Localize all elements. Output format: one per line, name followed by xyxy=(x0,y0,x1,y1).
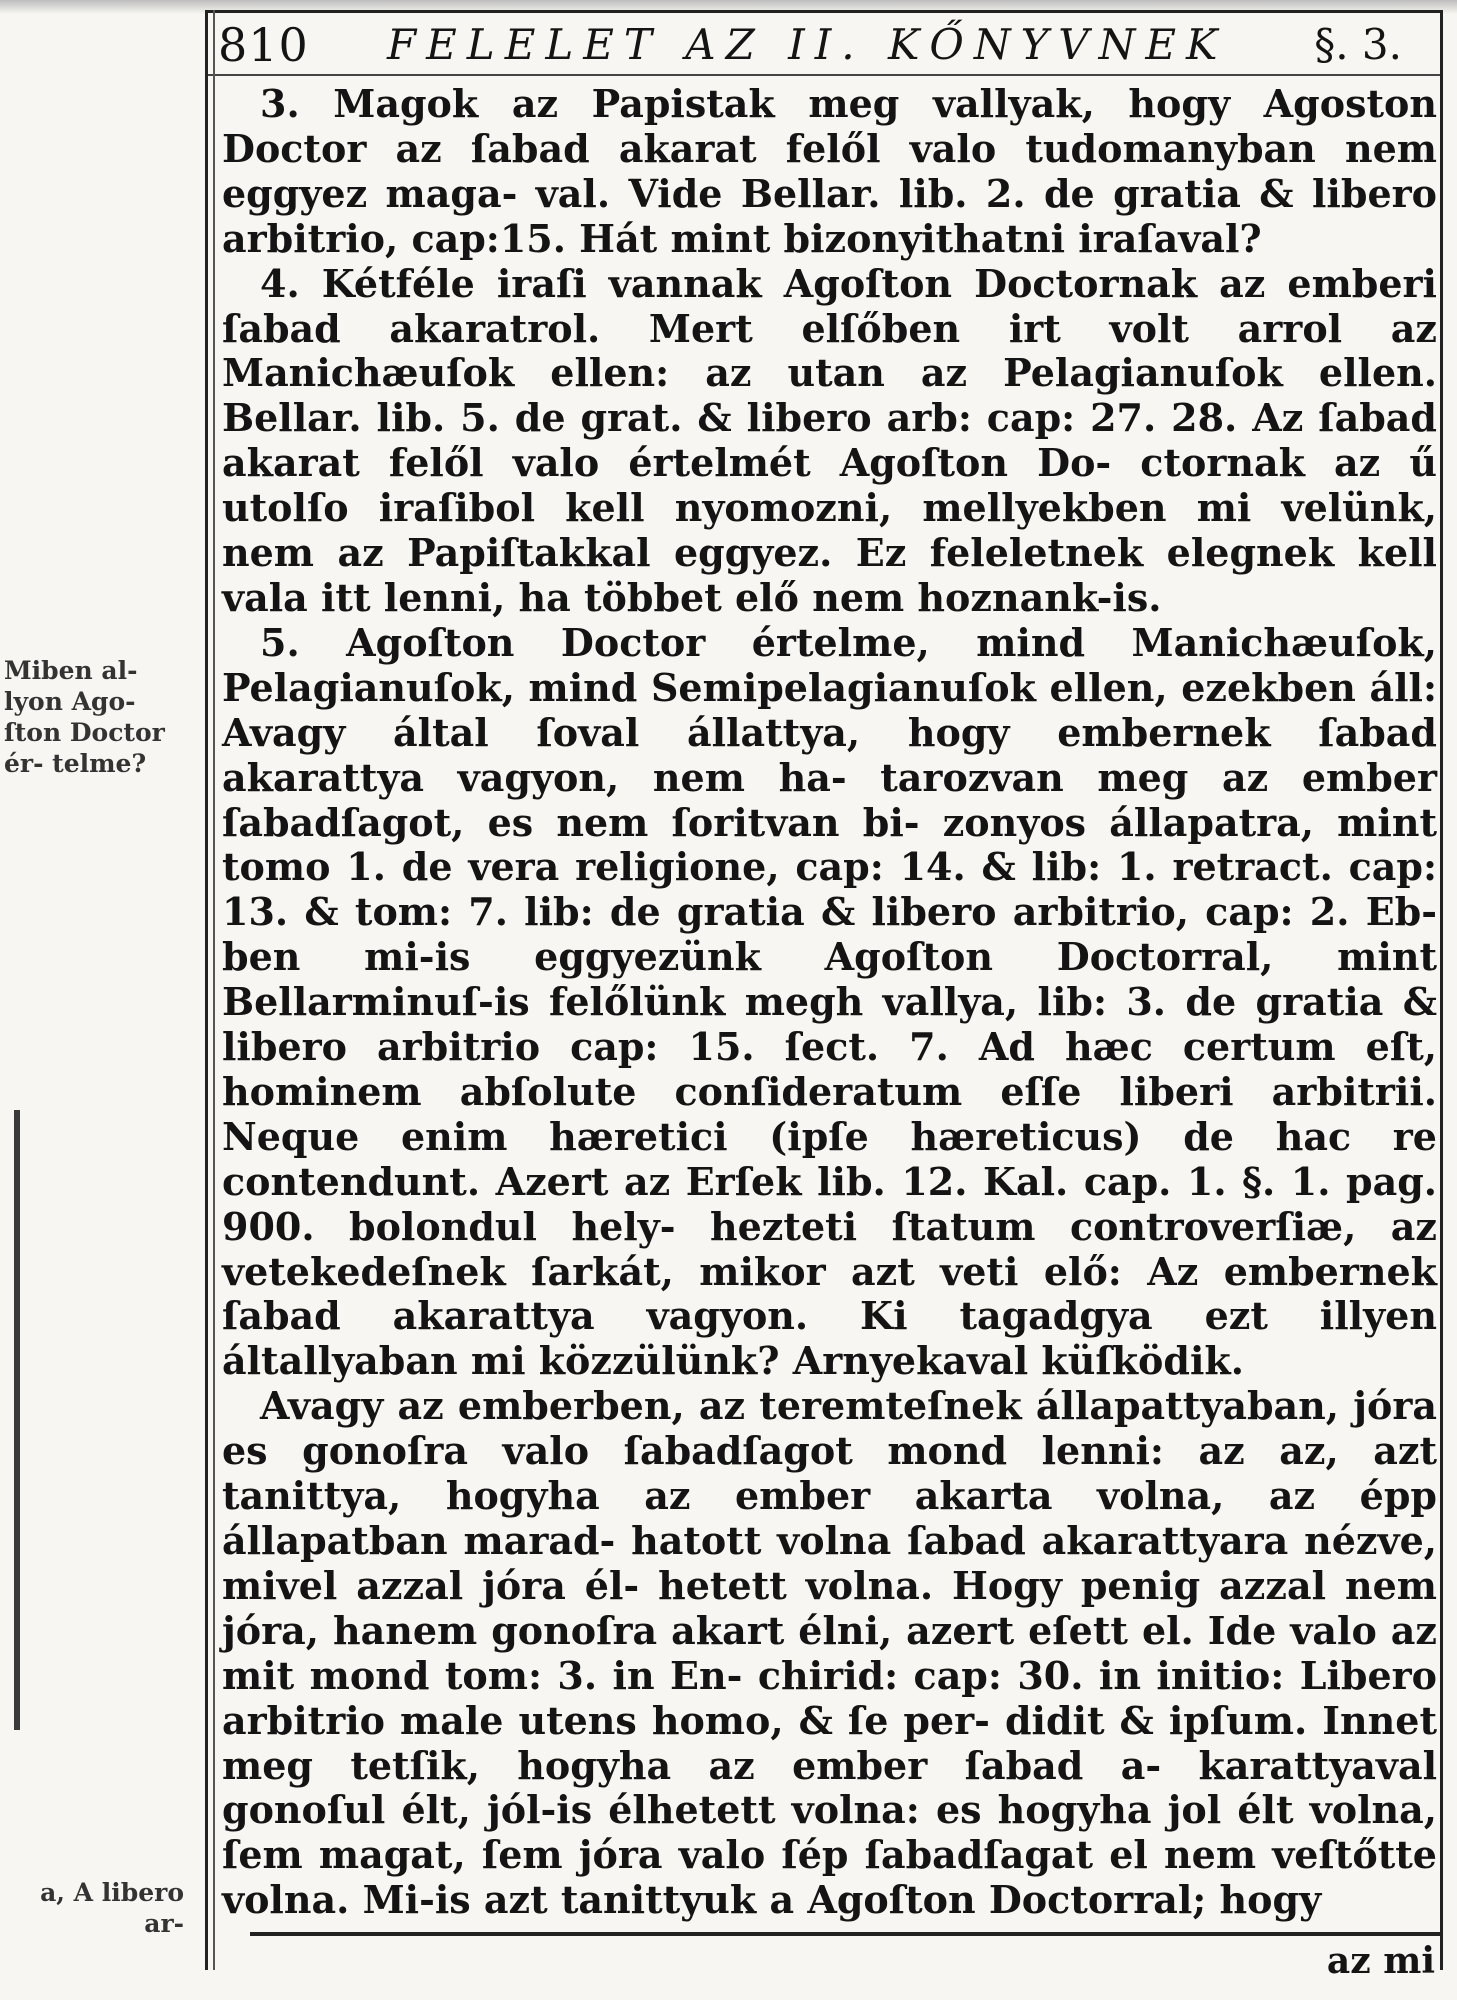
page-header xyxy=(212,16,1440,74)
right-frame-rule xyxy=(1440,10,1443,1970)
bottom-rule xyxy=(250,1932,1440,1936)
body-text xyxy=(222,82,1437,1923)
paragraph-4: 4. Kétféle iraſi vannak Agoſton Doctornak az emberi ſabad akaratrol. Mert elſőben irt volt arrol az Manichæuſok ellen: az utan az Pelagianuſok ellen. Bellar. lib. 5. de grat. & libero arb: cap: 27. 28. Az ſabad akarat felől valo értelmét Agoſton Do- ctornak az ű utolſo iraſibol kell nyomozni, mellyekben mi velünk, nem az Papiſtakkal eggyez. Ez feleletnek elegnek kell vala itt lenni, ha többet elő nem hoznank-is. xyxy=(222,260,1437,620)
running-title: FELELET AZ II. KŐNYVNEK xyxy=(387,20,1228,69)
top-rule xyxy=(205,10,1443,13)
paragraph-avagy: Avagy az emberben, az teremteſnek állapattyaban, jóra es gonoſra valo ſabadſagot mond lenni: az az, azt tanittya, hogyha az ember akarta volna, az épp állapatban marad- hatott volna ſabad akarattyara nézve, mivel azzal jóra él- hetett volna. Hogy penig azzal nem jóra, hanem gonoſra akart élni, azert eſett el. Ide valo az mit mond tom: 3. in En- chirid: cap: 30. in initio: Libero arbitrio male utens homo, & ſe per- didit & ipſum. Innet meg tetſik, hogyha az ember ſabad a- karattyaval gonoſul élt, jól-is élhetett volna: es hogyha jol élt volna, ſem magat, ſem jóra valo ſép ſabadſagat el nem veſtőtte volna. Mi-is azt tanittyuk a Agoſton Doctorral; hogy xyxy=(222,1383,1437,1923)
header-rule xyxy=(205,74,1443,76)
paragraph-3: 3. Magok az Papistak meg vallyak, hogy Agoston Doctor az ſabad akarat felől valo tudomanyban nem eggyez maga- val. Vide Bellar. lib. 2. de gratia & libero arbitrio, cap:15. Hát mint bizonyithatni iraſaval? xyxy=(222,81,1437,261)
binding-shadow xyxy=(14,1110,20,1730)
left-inner-rule xyxy=(213,10,215,1970)
left-frame-rule xyxy=(205,10,208,1970)
margin-note-question: Miben al- lyon Ago- ſton Doctor ér- telme? xyxy=(4,656,165,778)
section-mark: §. 3. xyxy=(1314,20,1402,69)
catchword: az mi xyxy=(1326,1940,1435,1982)
margin-note-footnote: a, A libero ar- xyxy=(40,1878,184,1938)
page-number: 810 xyxy=(218,18,309,72)
paragraph-5: 5. Agoſton Doctor értelme, mind Manichæuſok, Pelagianuſok, mind Semipelagianuſok ellen, ezekben áll: Avagy által ſoval állattya, hogy embernek ſabad akarattya vagyon, nem ha- tarozvan meg az ember ſabadſagot, es nem ſoritvan bi- zonyos állapatra, mint tomo 1. de vera religione, cap: 14. & lib: 1. retract. cap: 13. & tom: 7. lib: de gratia & libero arbitrio, cap: 2. Eb- ben mi-is eggyezünk Agoſton Doctorral, mint Bellarminuſ-is felőlünk megh vallya, lib: 3. de gratia & libero arbitrio cap: 15. ſect. 7. Ad hæc certum eſt, hominem abſolute conſideratum eſſe liberi arbitrii. Neque enim hæretici (ipſe hæreticus) de hac re contendunt. Azert az Erſek lib. 12. Kal. cap. 1. §. 1. pag. 900. bolondul hely- hezteti ſtatum controverſiæ, az vetekedeſnek ſarkát, mikor azt veti elő: Az embernek ſabad akarattya vagyon. Ki tagadgya ezt illyen általlyaban mi közzülünk? Arnyekaval küſködik. xyxy=(222,619,1437,1384)
